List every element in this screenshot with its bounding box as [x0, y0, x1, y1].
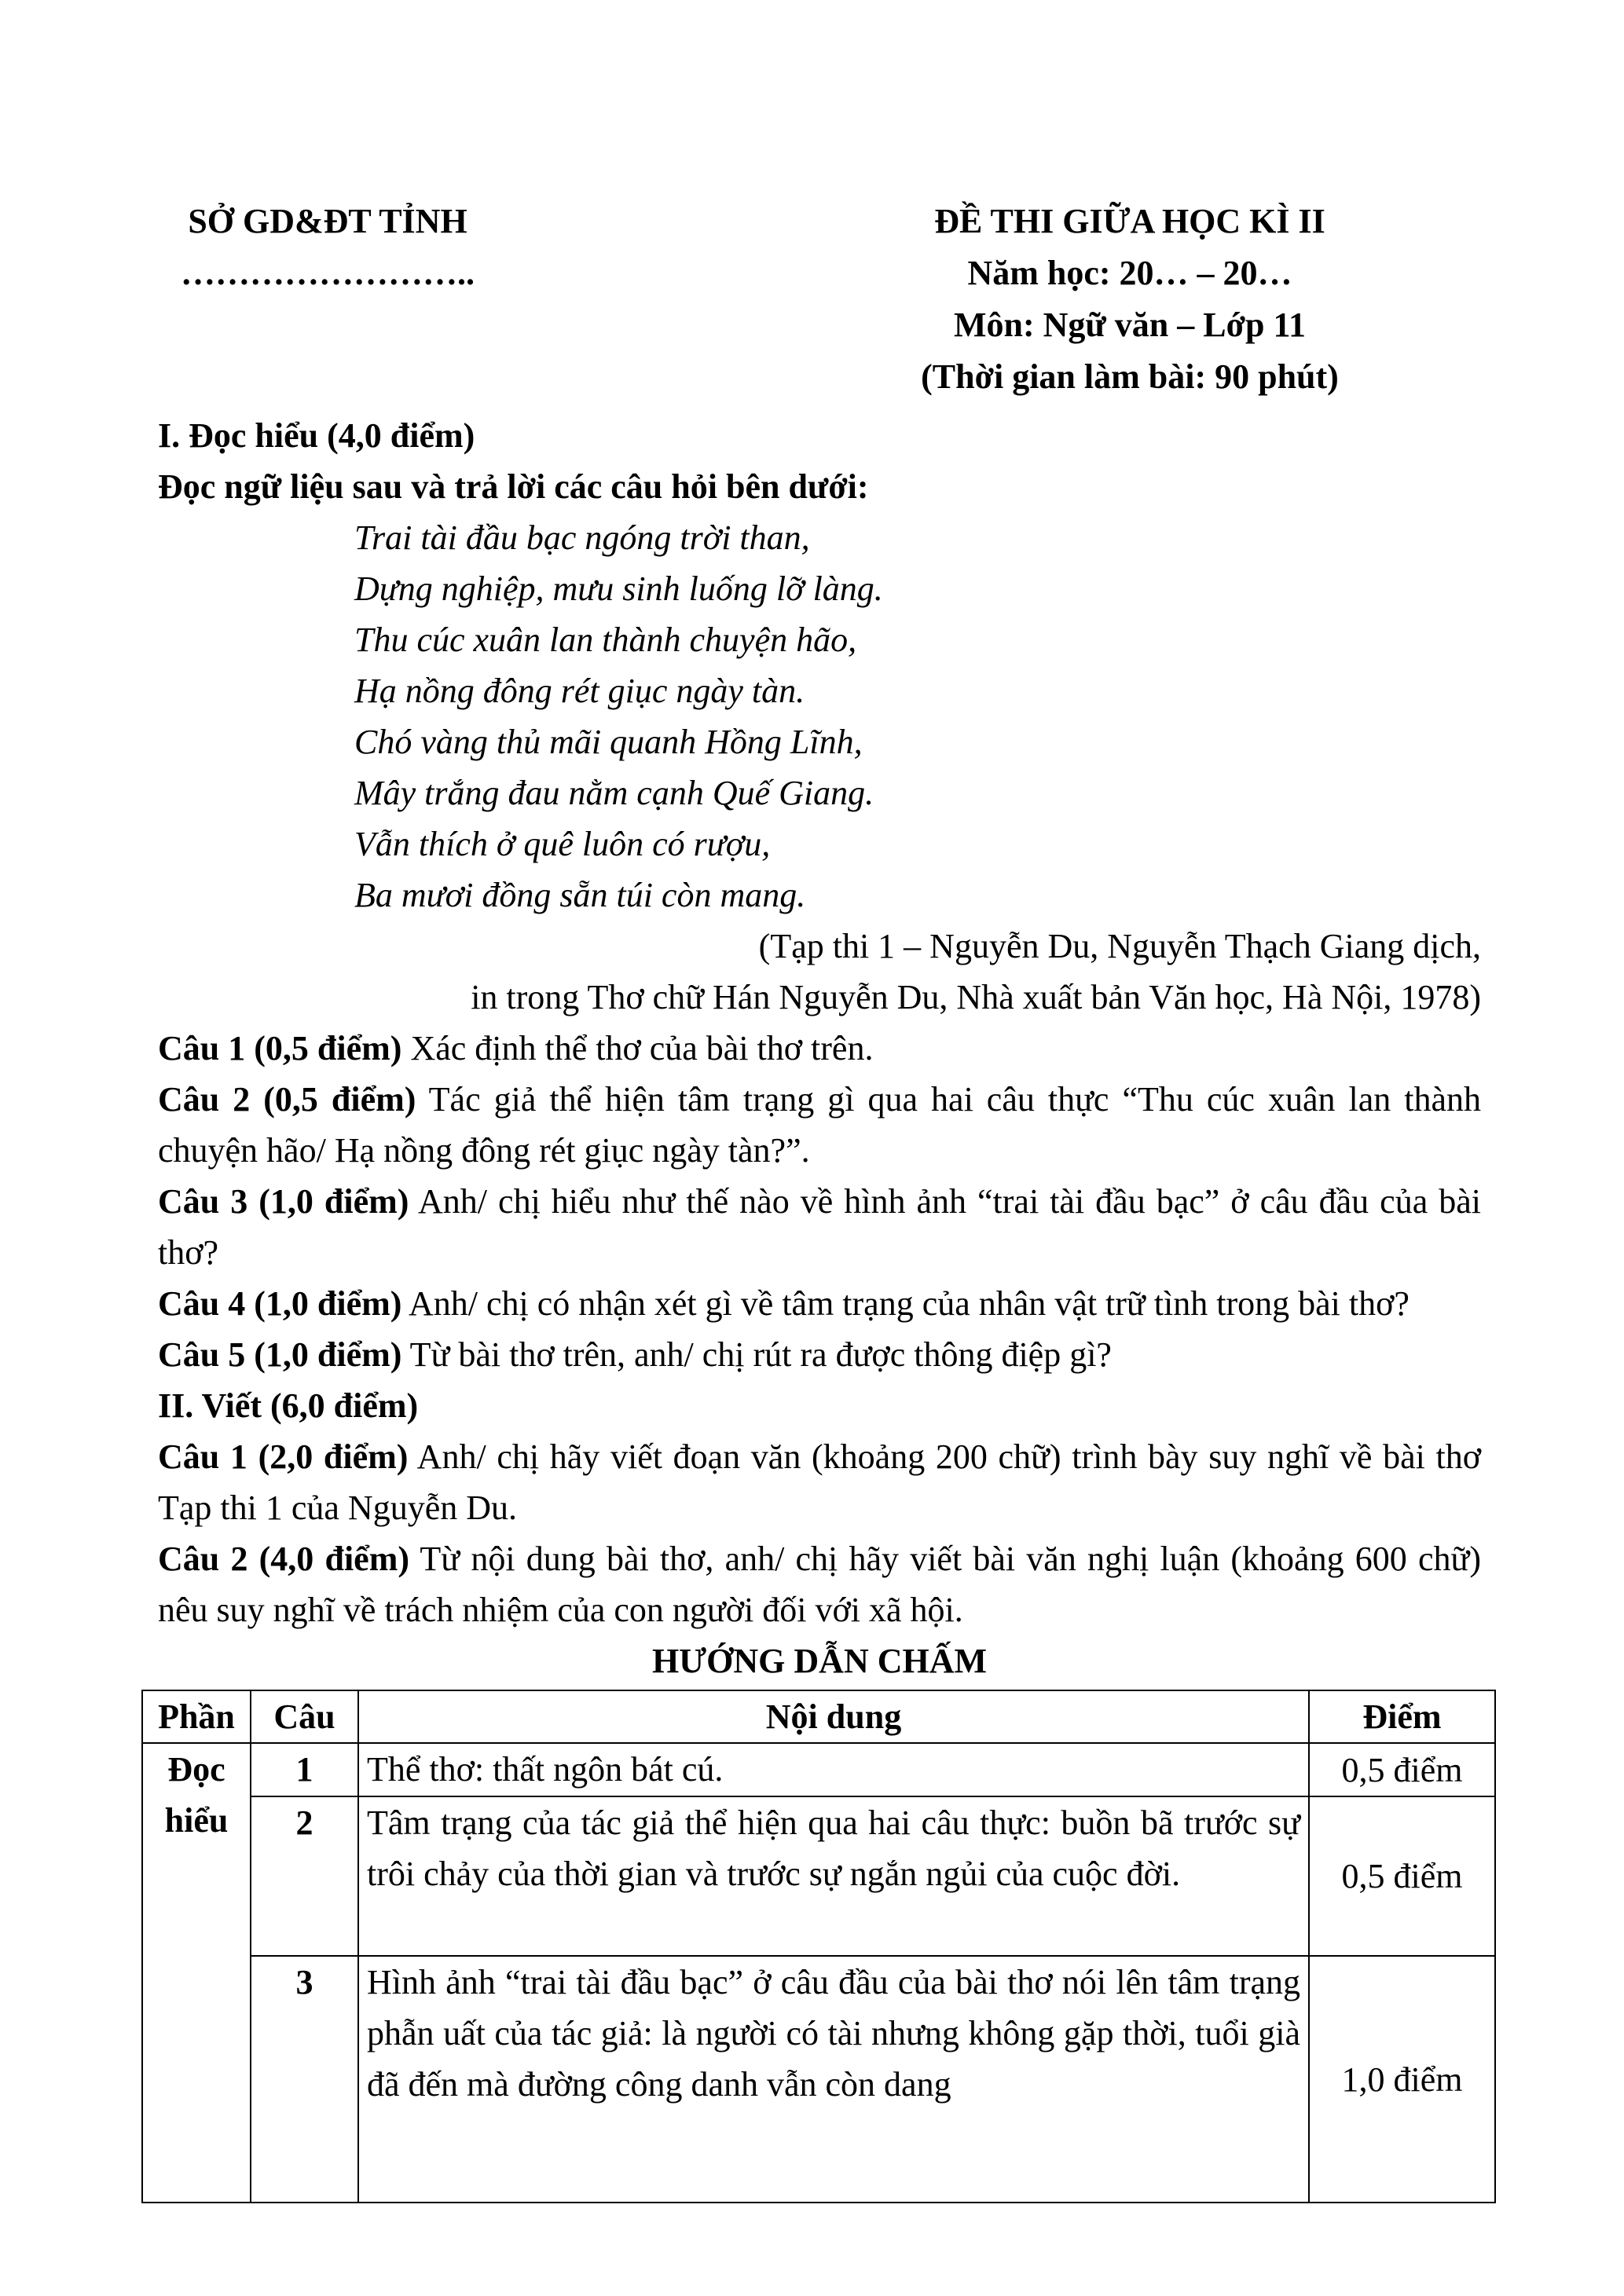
question-label: Câu 1 (2,0 điểm) — [158, 1437, 409, 1476]
exam-title: ĐỀ THI GIỮA HỌC KÌ II — [934, 202, 1325, 240]
question — [158, 1023, 1481, 1074]
poem-line: Chó vàng thủ mãi quanh Hồng Lĩnh, — [354, 723, 863, 761]
question-text: Xác định thể thơ của bài thơ trên. — [401, 1029, 874, 1067]
answer-content: Thể thơ: thất ngôn bát cú. — [358, 1743, 1309, 1796]
grading-title: HƯỚNG DẪN CHẤM — [651, 1642, 988, 1680]
poem-citation-source: in trong Thơ chữ Hán Nguyễn Du, Nhà xuất bản Văn học, Hà Nội, 1978) — [471, 978, 1481, 1016]
question-text: Anh/ chị hiểu như thế nào về hình ảnh “trai tài đầu bạc” ở câu đầu của bài thơ? — [158, 1182, 1481, 1272]
answer-content: Tâm trạng của tác giả thể hiện qua hai câu thực: buồn bã trước sự trôi chảy của thời gian và trước sự ngắn ngủi của cuộc đời. — [358, 1796, 1309, 1956]
table-row — [142, 1796, 1495, 1956]
question — [158, 1278, 1481, 1329]
question-number: 1 — [251, 1743, 358, 1796]
poem-line: Thu cúc xuân lan thành chuyện hão, — [354, 621, 857, 659]
poem — [158, 512, 1481, 921]
table-row — [142, 1743, 1495, 1796]
header-right — [855, 196, 1405, 403]
question-label: Câu 2 (4,0 điểm) — [158, 1540, 410, 1578]
question-label: Câu 1 (0,5 điểm) — [158, 1029, 402, 1067]
question-number: 2 — [251, 1796, 358, 1956]
question — [158, 1074, 1481, 1176]
question-label: Câu 5 (1,0 điểm) — [158, 1335, 402, 1374]
col-part: Phần — [142, 1690, 251, 1743]
question-label: Câu 2 (0,5 điểm) — [158, 1080, 416, 1119]
question-text: Từ bài thơ trên, anh/ chị rút ra được thông điệp gì? — [401, 1335, 1112, 1374]
answer-score: 0,5 điểm — [1309, 1743, 1495, 1796]
poem-line: Vẫn thích ở quê luôn có rượu, — [354, 825, 771, 863]
table-row — [142, 1956, 1495, 2203]
school-placeholder: …………………….. — [181, 254, 475, 292]
question-text: Từ nội dung bài thơ, anh/ chị hãy viết bài văn nghị luận (khoảng 600 chữ) nêu suy nghĩ về trách nhiệm của con người đối với xã hội. — [158, 1540, 1481, 1629]
col-question: Câu — [251, 1690, 358, 1743]
poem-line: Trai tài đầu bạc ngóng trời than, — [354, 518, 810, 557]
question-text: Anh/ chị hãy viết đoạn văn (khoảng 200 chữ) trình bày suy nghĩ về bài thơ Tạp thi 1 của Nguyễn Du. — [158, 1437, 1481, 1527]
reading-instruction: Đọc ngữ liệu sau và trả lời các câu hỏi bên dưới: — [158, 467, 869, 506]
col-content: Nội dung — [358, 1690, 1309, 1743]
subject: Môn: Ngữ văn – Lớp 11 — [953, 306, 1307, 344]
poem-line: Dựng nghiệp, mưu sinh luống lỡ làng. — [354, 569, 883, 608]
question-text: Anh/ chị có nhận xét gì về tâm trạng của nhân vật trữ tình trong bài thơ? — [401, 1284, 1410, 1323]
section-reading-heading: I. Đọc hiểu (4,0 điểm) — [158, 416, 475, 455]
poem-line: Hạ nồng đông rét giục ngày tàn. — [354, 672, 805, 710]
question-text: Tác giả thể hiện tâm trạng gì qua hai câu thực “Thu cúc xuân lan thành chuyện hão/ Hạ nồng đông rét giục ngày tàn?”. — [158, 1080, 1481, 1170]
section-writing-heading: II. Viết (6,0 điểm) — [158, 1386, 419, 1425]
department-name: SỞ GD&ĐT TỈNH — [188, 202, 467, 240]
question — [158, 1176, 1481, 1278]
question-label: Câu 4 (1,0 điểm) — [158, 1284, 402, 1323]
question — [158, 1329, 1481, 1380]
poem-citation: (Tạp thi 1 – Nguyễn Du, Nguyễn Thạch Giang dịch, — [758, 927, 1481, 965]
question-label: Câu 3 (1,0 điểm) — [158, 1182, 409, 1221]
school-year: Năm học: 20… – 20… — [967, 254, 1292, 292]
answer-score: 1,0 điểm — [1309, 1956, 1495, 2203]
question — [158, 1533, 1481, 1635]
exam-body — [158, 410, 1481, 2203]
answer-content: Hình ảnh “trai tài đầu bạc” ở câu đầu của bài thơ nói lên tâm trạng phẫn uất của tác giả: là người có tài nhưng không gặp thời, tuổi già đã đến mà đường công danh vẫn còn dang — [358, 1956, 1309, 2203]
question — [158, 1431, 1481, 1533]
poem-line: Ba mươi đồng sẵn túi còn mang. — [354, 876, 806, 914]
poem-line: Mây trắng đau nằm cạnh Quế Giang. — [354, 774, 874, 812]
col-score: Điểm — [1309, 1690, 1495, 1743]
table-header-row — [142, 1690, 1495, 1743]
answer-score: 0,5 điểm — [1309, 1796, 1495, 1956]
question-number: 3 — [251, 1956, 358, 2203]
grading-table — [141, 1690, 1496, 2203]
header-left — [170, 196, 485, 299]
part-cell: Đọc hiểu — [142, 1743, 251, 2203]
duration: (Thời gian làm bài: 90 phút) — [921, 357, 1339, 396]
